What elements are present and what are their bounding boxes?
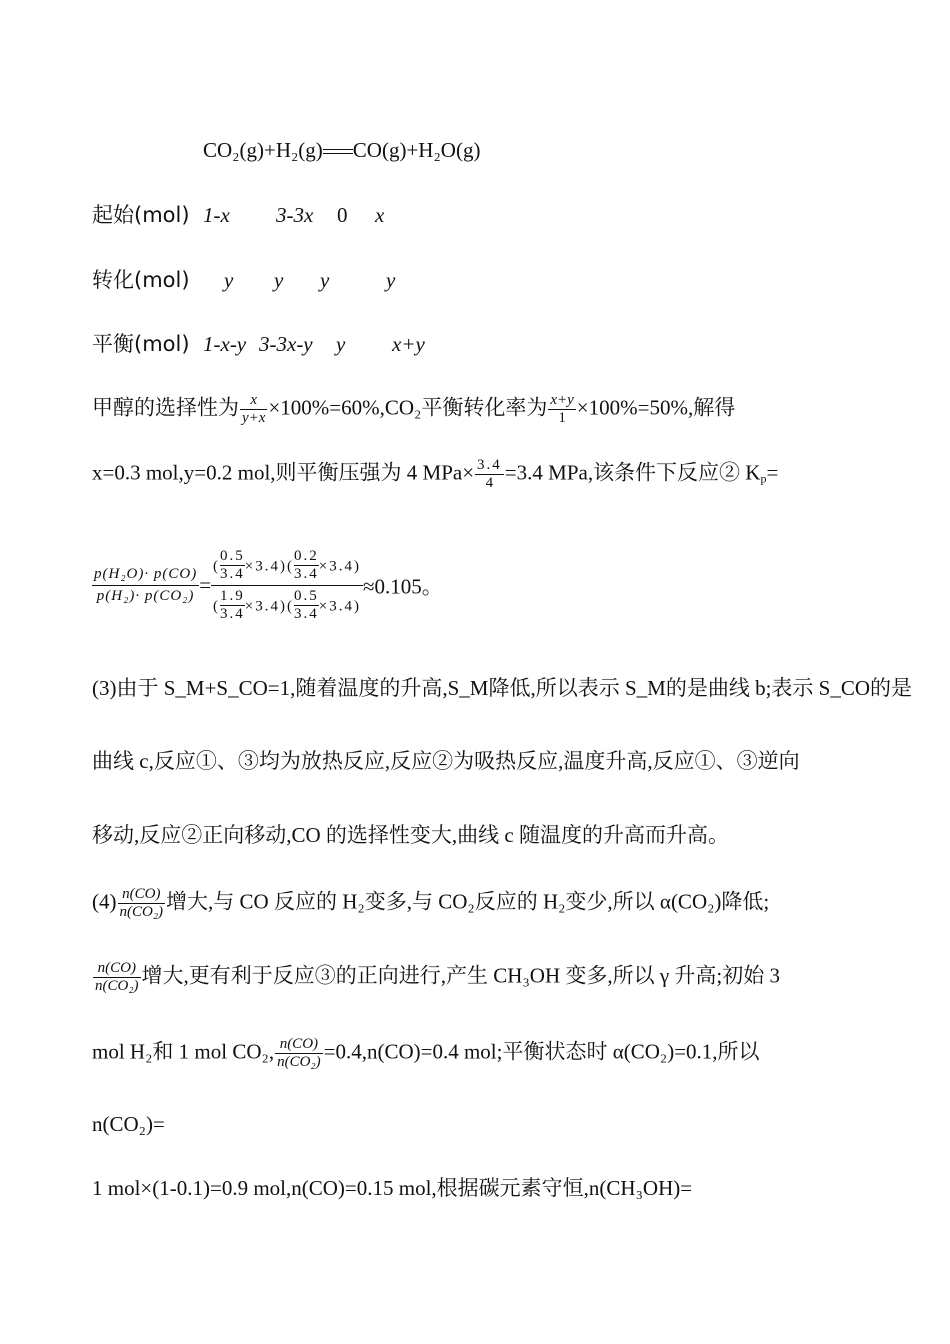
subscript: p <box>760 471 767 486</box>
cell: 3-3x <box>276 203 314 227</box>
text: x=0.3 mol,y=0.2 mol,则平衡压强为 4 MPa× <box>92 460 475 485</box>
denominator: p(H₂)· p(CO₂) <box>96 588 195 604</box>
denominator: n(CO₂) <box>277 1054 321 1070</box>
denominator: y+x <box>242 410 266 426</box>
row-equil <box>92 331 425 357</box>
selectivity-line <box>92 392 735 427</box>
numerator: x <box>250 392 258 408</box>
numerator: p(H₂O)· p(CO) <box>92 566 199 586</box>
text: 增大,与 CO 反应的 H₂变多,与 CO₂反应的 H₂变少,所以 α(CO₂)降低; <box>166 889 770 914</box>
numerator: n(CO) <box>122 886 161 902</box>
b-num: 0.2 <box>294 548 319 564</box>
numerator: n(CO) <box>97 960 136 976</box>
mult: ×3.4 <box>244 598 281 615</box>
d-num: 0.5 <box>294 588 319 604</box>
text: 增大,更有利于反应③的正向进行,产生 CH₃OH 变多,所以 γ 升高;初始 3 <box>141 963 780 988</box>
fraction <box>275 1036 323 1071</box>
mult: ×3.4 <box>318 598 354 615</box>
reaction-right: CO(g)+H₂O(g) <box>352 138 481 162</box>
cell: y <box>336 332 346 356</box>
text: =0.4,n(CO)=0.4 mol;平衡状态时 α(CO₂)=0.1,所以 <box>323 1039 760 1064</box>
c-num: 1.9 <box>220 588 245 604</box>
cell: y <box>224 268 234 292</box>
para4-line2 <box>92 960 780 995</box>
row-label: 转化(mol) <box>92 268 190 292</box>
fraction <box>548 392 575 427</box>
row-label: 起始(mol) <box>92 203 190 227</box>
fraction <box>475 457 504 492</box>
row-start <box>92 202 385 228</box>
text: (4) <box>92 889 117 914</box>
cell: 3-3x-y <box>259 332 313 356</box>
text: = <box>766 460 779 485</box>
cell: 1-x-y <box>203 332 247 356</box>
numerator: x+y <box>550 392 574 408</box>
b-den: 3.4 <box>294 566 319 582</box>
fraction <box>118 886 166 921</box>
mult: ×3.4 <box>244 558 281 575</box>
denominator: 4 <box>485 475 494 491</box>
kp-definition-fraction <box>92 566 199 605</box>
denominator: 1 <box>558 410 566 426</box>
text: 甲醇的选择性为 <box>92 395 239 420</box>
fraction <box>93 960 141 995</box>
para4-line3 <box>92 1036 760 1071</box>
text: ×100%=60%,CO₂平衡转化率为 <box>268 395 548 420</box>
mult: ×3.4 <box>318 558 354 575</box>
reaction-left: CO₂(g)+H₂(g) <box>203 138 323 162</box>
a-den: 3.4 <box>220 566 245 582</box>
denominator: n(CO₂) <box>119 904 164 920</box>
cell: y <box>386 268 396 292</box>
para4-line1 <box>92 886 769 921</box>
row-change <box>92 267 396 293</box>
text: ×100%=50%,解得 <box>576 395 736 420</box>
result: ≈0.105。 <box>362 574 443 599</box>
c-den: 3.4 <box>220 606 245 622</box>
pressure-line <box>92 457 778 492</box>
denominator: n(CO₂) <box>95 978 139 994</box>
d-den: 3.4 <box>294 606 319 622</box>
fraction <box>240 392 267 427</box>
equilibrium-arrow-icon <box>323 147 353 157</box>
numerator: 3.4 <box>477 457 502 473</box>
para4-line5: 1 mol×(1-0.1)=0.9 mol,n(CO)=0.15 mol,根据碳元素守恒,n(CH₃OH)= <box>92 1176 693 1200</box>
reaction-equation <box>203 137 480 163</box>
cell: 0 <box>337 203 348 227</box>
kp-value-fraction: ( $\frac{0.5}{3.4}$ ×3.4)( $\frac{0.2}{3.4}$ ×3.4) ( $\frac{1.9}{3.4}$ ×3.4)( $\frac{0.5}{3.4}$ ×3.4) <box>213 548 361 622</box>
a-num: 0.5 <box>220 548 245 564</box>
para3-line2: 曲线 c,反应①、③均为放热反应,反应②为吸热反应,温度升高,反应①、③逆向 <box>92 749 800 773</box>
text: mol H₂和 1 mol CO₂, <box>92 1039 275 1064</box>
cell: x+y <box>392 332 425 356</box>
numerator: n(CO) <box>279 1036 319 1052</box>
para3-line3: 移动,反应②正向移动,CO 的选择性变大,曲线 c 随温度的升高而升高。 <box>92 823 729 847</box>
text: =3.4 MPa,该条件下反应② K <box>504 460 761 485</box>
cell: x <box>375 203 385 227</box>
cell: y <box>320 268 330 292</box>
para3-line1: (3)由于 S_M+S_CO=1,随着温度的升高,S_M降低,所以表示 S_M的是曲线 b;表示 S_CO的是 <box>92 676 913 700</box>
cell: y <box>274 268 284 292</box>
para4-line4: n(CO₂)= <box>92 1112 165 1136</box>
row-label: 平衡(mol) <box>92 332 190 356</box>
kp-expression: $\frac{\text{p(H₂O)· p(CO)}}{\text{p(H₂)· p(CO₂)}}$ = ( $\frac{0.5}{3.4}$ ×3.4)( $\frac{0.2}{3.4}$ ×3.4) ( $\frac{1.9}{3.4}$ ×3.4)( $\frac{0.5}{3.4}$ ×3.4) ≈0.105。 <box>94 548 443 622</box>
cell: 1-x <box>203 203 230 227</box>
